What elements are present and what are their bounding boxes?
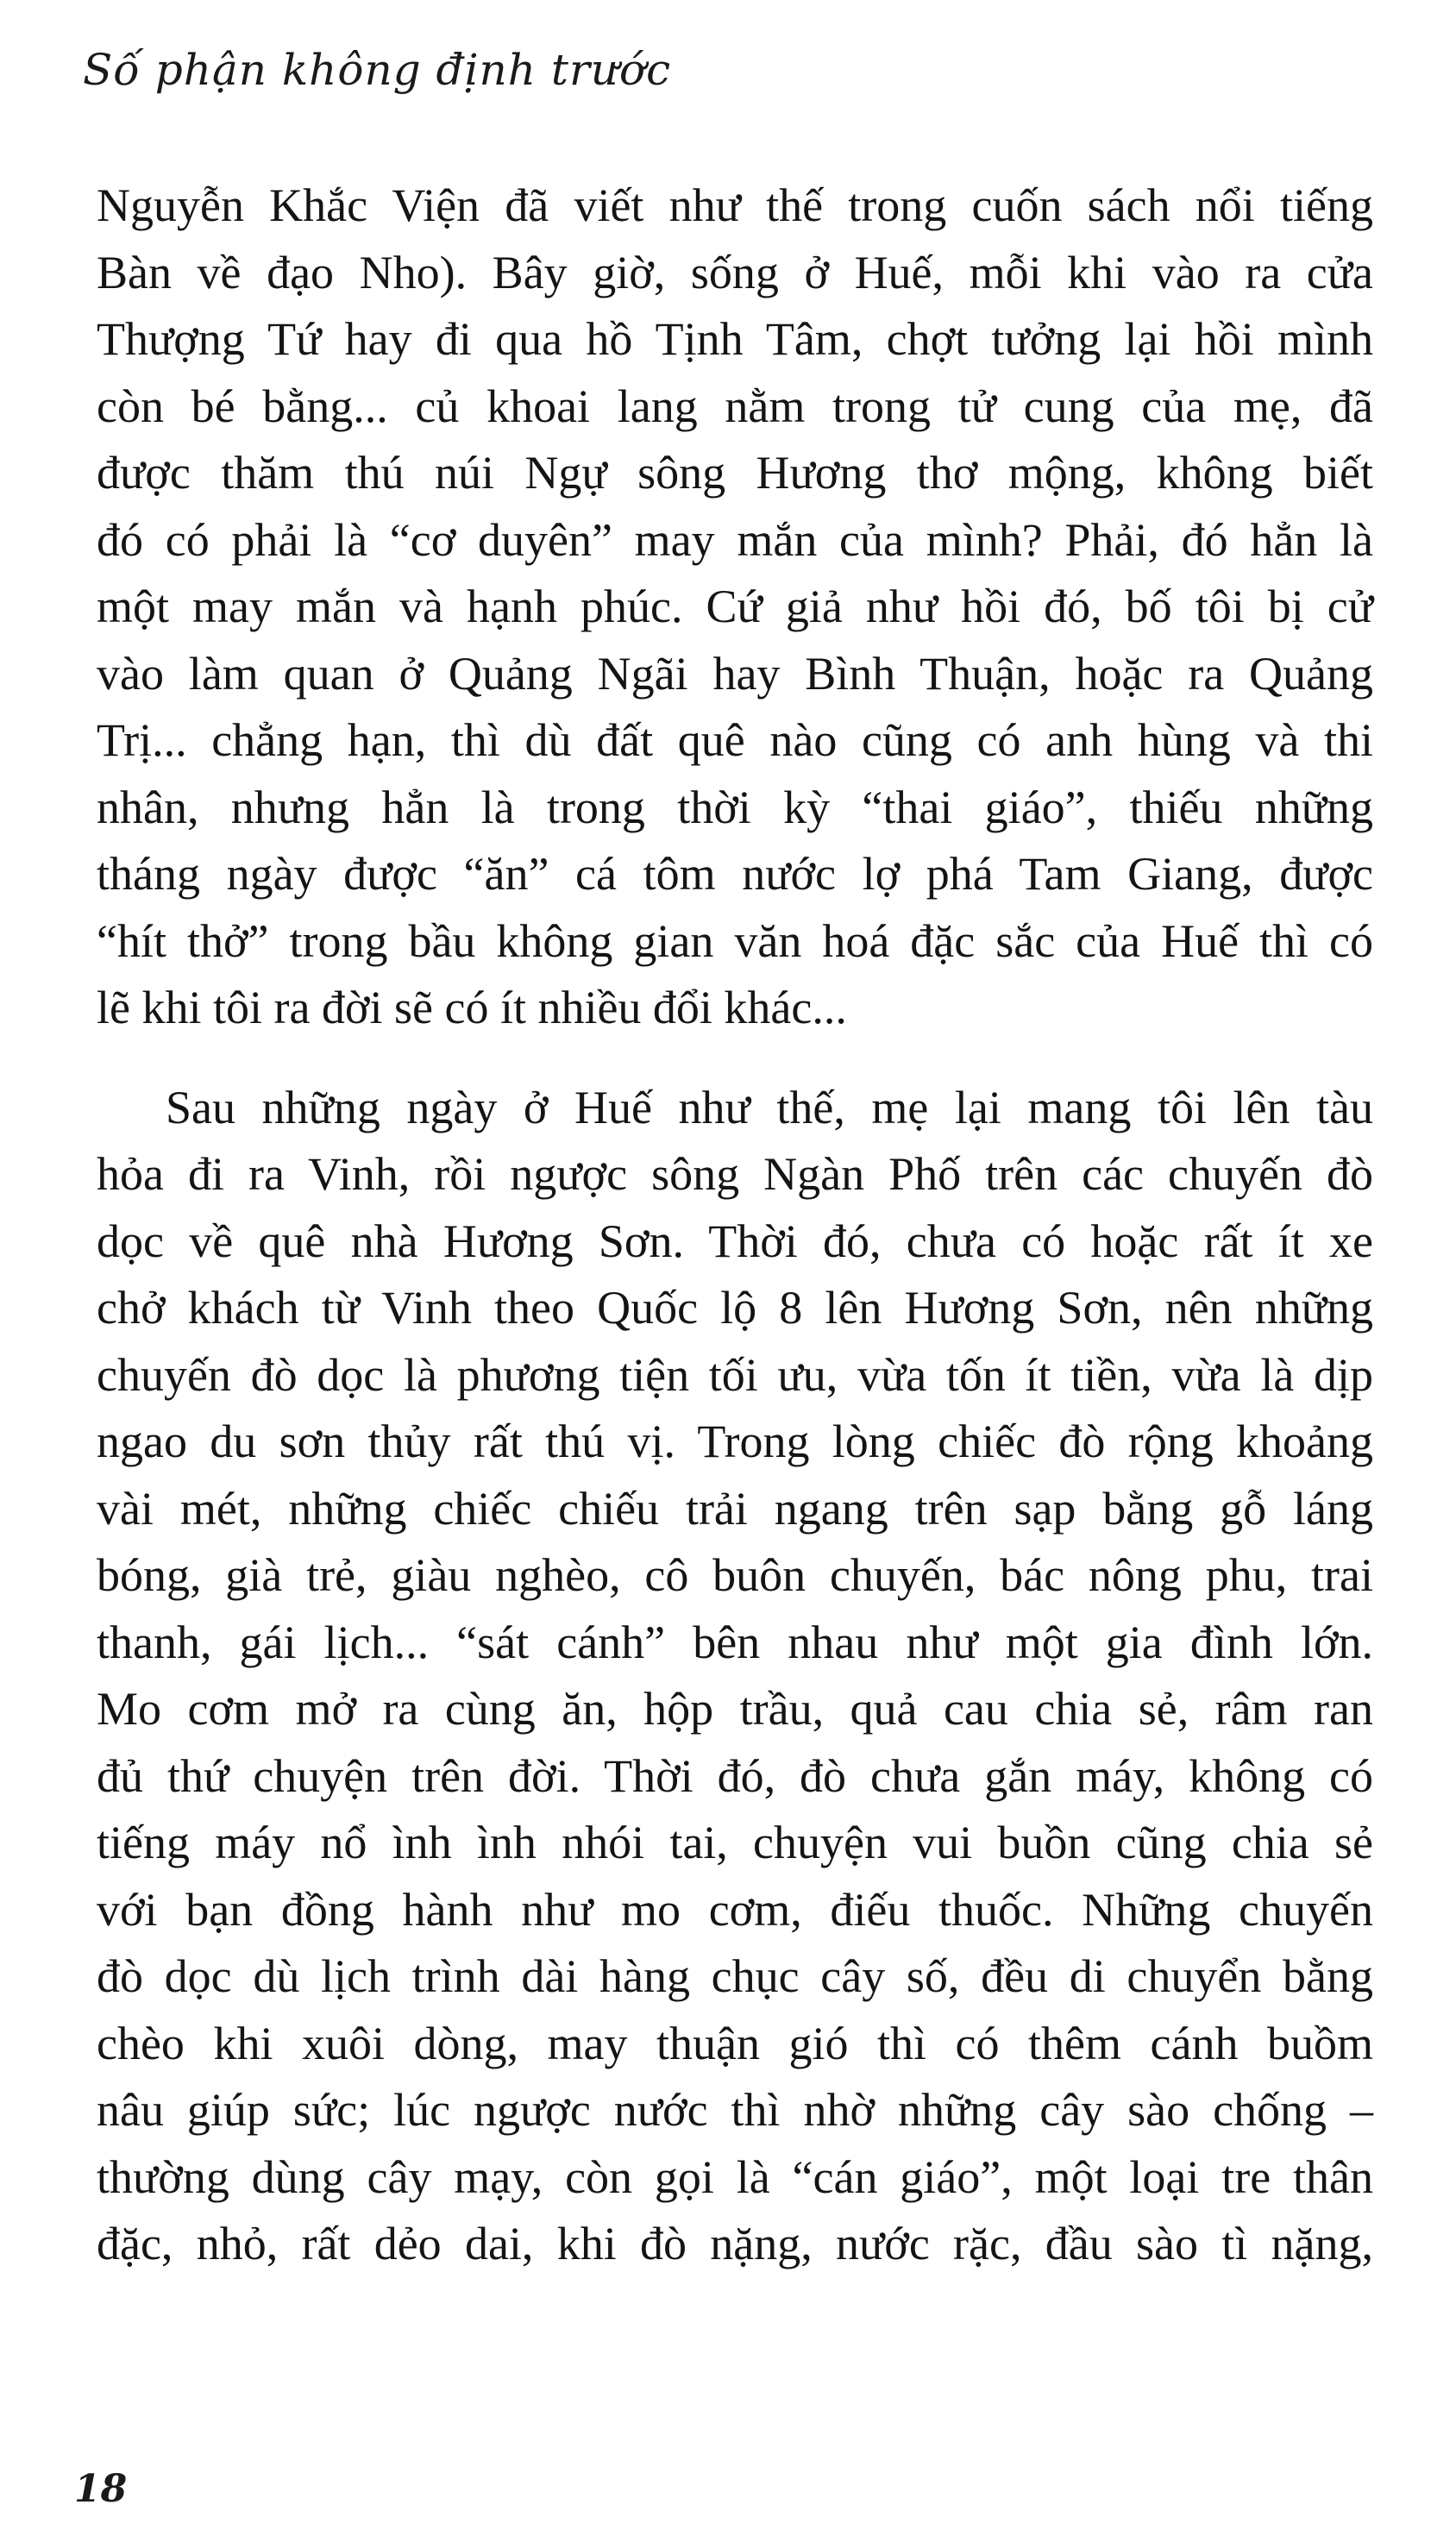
text-line: hỏa đi ra Vinh, rồi ngược sông Ngàn Phố trên các chuyến đò bbox=[97, 1148, 1373, 1200]
text-line: Thượng Tứ hay đi qua hồ Tịnh Tâm, chợt tưởng lại hồi mình bbox=[97, 313, 1373, 365]
text-line: Nguyễn Khắc Viện đã viết như thế trong cuốn sách nổi tiếng bbox=[97, 179, 1373, 231]
text-line: Bàn về đạo Nho). Bây giờ, sống ở Huế, mỗi khi vào ra cửa bbox=[97, 246, 1373, 298]
body-text bbox=[97, 173, 1373, 2278]
text-line: chèo khi xuôi dòng, may thuận gió thì có thêm cánh buồm bbox=[97, 2017, 1373, 2069]
text-line: chở khách từ Vinh theo Quốc lộ 8 lên Hương Sơn, nên những bbox=[97, 1282, 1373, 1334]
text-line: thanh, gái lịch... “sát cánh” bên nhau như một gia đình lớn. bbox=[97, 1616, 1373, 1668]
text-line: Mo cơm mở ra cùng ăn, hộp trầu, quả cau chia sẻ, râm ran bbox=[97, 1683, 1373, 1735]
text-line: với bạn đồng hành như mo cơm, điếu thuốc. Những chuyến bbox=[97, 1883, 1373, 1936]
text-line: tiếng máy nổ ình ình nhói tai, chuyện vui buồn cũng chia sẻ bbox=[97, 1817, 1373, 1868]
page-number: 18 bbox=[74, 2467, 128, 2511]
text-line: ngao du sơn thủy rất thú vị. Trong lòng chiếc đò rộng khoảng bbox=[97, 1416, 1373, 1467]
text-line: đủ thứ chuyện trên đời. Thời đó, đò chưa gắn máy, không có bbox=[97, 1749, 1373, 1802]
text-line: lẽ khi tôi ra đời sẽ có ít nhiều đổi khác... bbox=[97, 982, 847, 1033]
text-line: dọc về quê nhà Hương Sơn. Thời đó, chưa có hoặc rất ít xe bbox=[97, 1215, 1373, 1267]
text-line: nâu giúp sức; lúc ngược nước thì nhờ những cây sào chống – bbox=[97, 2084, 1373, 2136]
text-line: bóng, già trẻ, giàu nghèo, cô buôn chuyến, bác nông phu, trai bbox=[97, 1549, 1373, 1601]
text-line: đò dọc dù lịch trình dài hàng chục cây số, đều di chuyển bằng bbox=[97, 1950, 1373, 2002]
text-line: vào làm quan ở Quảng Ngãi hay Bình Thuận, hoặc ra Quảng bbox=[97, 647, 1373, 700]
paragraph-start-line: Sau những ngày ở Huế như thế, mẹ lại mang tôi lên tàu bbox=[166, 1081, 1373, 1133]
text-line: được thăm thú núi Ngự sông Hương thơ mộng, không biết bbox=[97, 447, 1373, 499]
text-line: Trị... chẳng hạn, thì dù đất quê nào cũng có anh hùng và thi bbox=[97, 714, 1373, 766]
text-line: đó có phải là “cơ duyên” may mắn của mình? Phải, đó hẳn là bbox=[97, 513, 1373, 566]
text-line: một may mắn và hạnh phúc. Cứ giả như hồi đó, bố tôi bị cử bbox=[97, 581, 1373, 632]
text-line: nhân, nhưng hẳn là trong thời kỳ “thai giáo”, thiếu những bbox=[97, 781, 1373, 833]
text-line: “hít thở” trong bầu không gian văn hoá đặc sắc của Huế thì có bbox=[97, 914, 1373, 967]
text-line: đặc, nhỏ, rất dẻo dai, khi đò nặng, nước rặc, đầu sào tì nặng, bbox=[97, 2218, 1373, 2269]
text-line: thường dùng cây mạy, còn gọi là “cán giáo”, một loại tre thân bbox=[97, 2150, 1373, 2203]
text-line: vài mét, những chiếc chiếu trải ngang trên sạp bằng gỗ láng bbox=[97, 1482, 1373, 1535]
text-line: còn bé bằng... củ khoai lang nằm trong tử cung của mẹ, đã bbox=[97, 380, 1373, 432]
text-line: tháng ngày được “ăn” cá tôm nước lợ phá Tam Giang, được bbox=[97, 848, 1373, 900]
running-header: Số phận không định trước bbox=[83, 45, 672, 95]
text-line: chuyến đò dọc là phương tiện tối ưu, vừa tốn ít tiền, vừa là dịp bbox=[97, 1348, 1373, 1401]
